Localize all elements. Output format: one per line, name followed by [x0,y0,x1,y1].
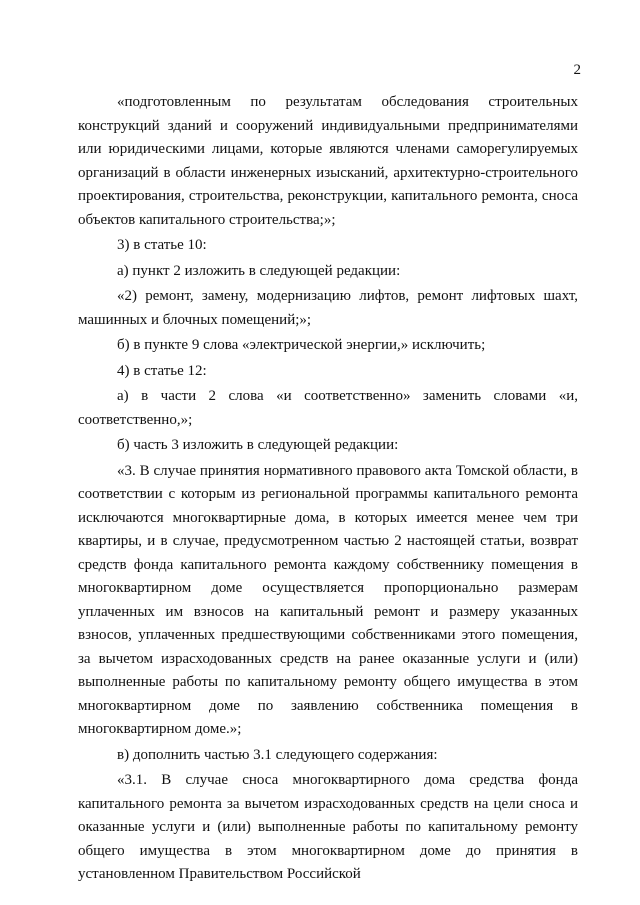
paragraph-5: б) в пункте 9 слова «электрической энергии,» исключить; [117,337,486,353]
paragraph-3: а) пункт 2 изложить в следующей редакции: [117,262,401,279]
paragraph-7: а) в части 2 слова «и соответственно» заменить словами «и, соответственно,»; [78,388,578,428]
paragraph-1: «подготовленным по результатам обследования строительных конструкций зданий и сооружений индивидуальными предпринимателями или юридическими лицами, которые являются членами саморегулируемых организаций в области инженерных изысканий, архитектурно-строительного проектирования, строительства, реконструкции, капитального ремонта, сноса объектов капитального строительства;»; [78,94,578,228]
page-number: 2 [573,62,581,78]
paragraph-11: «3.1. В случае сноса многоквартирного дома средства фонда капитального ремонта за вычетом израсходованных средств на цели сноса и оказанные услуги и (или) выполненные работы по капитальному ремонту общего имущества в этом многоквартирном доме до принятия в установленном Правительством Российской [78,772,578,882]
document-body [78,91,578,889]
paragraph-4: «2) ремонт, замену, модернизацию лифтов, ремонт лифтовых шахт, машинных и блочных помещений;»; [78,288,578,328]
paragraph-2: 3) в статье 10: [117,237,207,253]
paragraph-6: 4) в статье 12: [117,362,207,379]
paragraph-10: в) дополнить частью 3.1 следующего содержания: [117,746,438,763]
paragraph-9: «3. В случае принятия нормативного правового акта Томской области, в соответствии с которым из региональной программы капитального ремонта исключаются многоквартирные дома, в которых имеется менее чем три квартиры, и в случае, предусмотренном частью 2 настоящей статьи, возврат средств фонда капитального ремонта каждому собственнику помещения в многоквартирном доме осуществляется пропорционально размерам уплаченных им взносов на капитальный ремонт и размеру указанных взносов, уплаченных предшествующими собственниками этого помещения, за вычетом израсходованных средств на ранее оказанные услуги и (или) выполненные работы по капитальному ремонту общего имущества в этом многоквартирном доме по заявлению собственника помещения в многоквартирном доме.»; [78,462,578,737]
paragraph-8: б) часть 3 изложить в следующей редакции: [117,437,399,453]
